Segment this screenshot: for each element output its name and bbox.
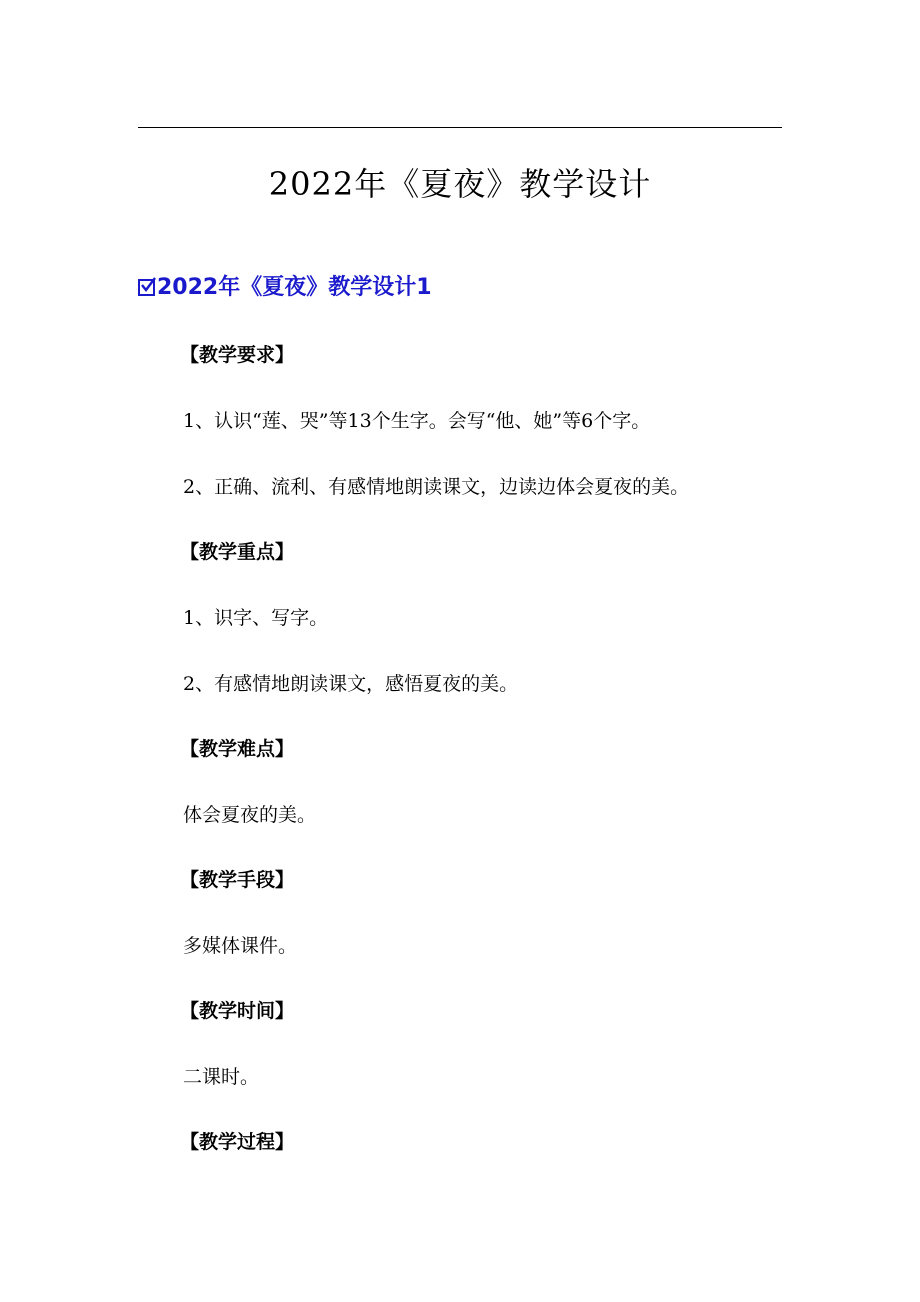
checkbox-checked-icon	[138, 279, 155, 296]
section-heading-text: 2022年《夏夜》教学设计1	[157, 275, 432, 300]
paragraph: 多媒体课件。	[183, 935, 298, 957]
subhead-teaching-time: 【教学时间】	[180, 1000, 295, 1022]
paragraph: 2、正确、流利、有感情地朗读课文，边读边体会夏夜的美。	[183, 476, 690, 498]
paragraph: 二课时。	[183, 1066, 260, 1088]
subhead-teaching-means: 【教学手段】	[180, 869, 295, 891]
document-title: 2022年《夏夜》教学设计	[268, 165, 652, 203]
paragraph: 1、认识“莲、哭”等13个生字。会写“他、她”等6个字。	[183, 410, 651, 432]
subhead-teaching-process: 【教学过程】	[180, 1131, 295, 1153]
subhead-teaching-requirements: 【教学要求】	[180, 344, 295, 366]
section-heading	[138, 272, 432, 304]
paragraph: 体会夏夜的美。	[183, 804, 317, 826]
top-rule	[138, 127, 782, 128]
subhead-teaching-focus: 【教学重点】	[180, 541, 295, 563]
paragraph: 1、识字、写字。	[183, 607, 329, 629]
paragraph: 2、有感情地朗读课文，感悟夏夜的美。	[183, 673, 519, 695]
subhead-teaching-difficulty: 【教学难点】	[180, 738, 295, 760]
